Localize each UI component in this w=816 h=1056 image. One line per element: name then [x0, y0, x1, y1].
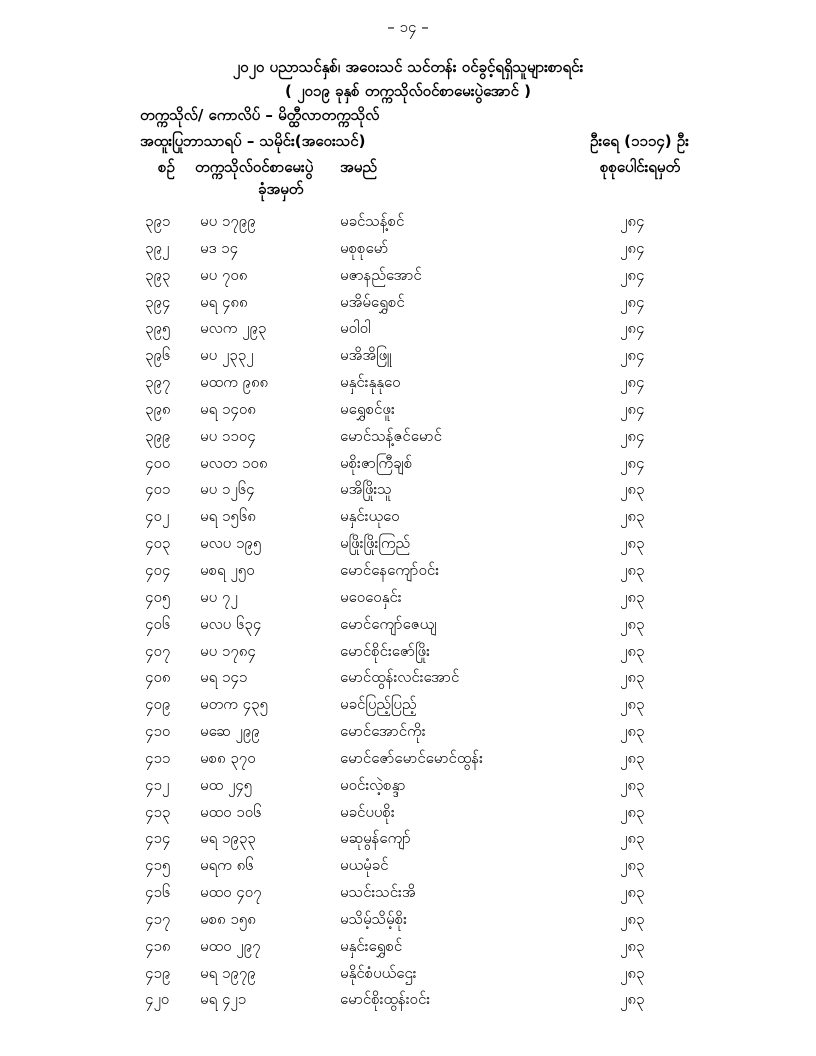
table-row — [0, 346, 816, 373]
row-serial: ၄၁၇ — [145, 909, 171, 928]
table-row — [0, 266, 816, 293]
total-count: ဦးရေ (၁၁၁၄) ဦး — [590, 132, 689, 150]
row-roll-number: မစ၈ ၁၅၈ — [200, 909, 256, 928]
row-name: မဝါဝါ — [340, 319, 371, 338]
row-roll-number: မပ ၁၇၉၉ — [200, 212, 256, 230]
row-total-mark: ၂၈၃ — [620, 668, 645, 687]
table-row — [0, 239, 816, 266]
table-row — [0, 642, 816, 669]
table-row — [0, 212, 816, 239]
row-serial: ၄၁၄ — [145, 829, 171, 848]
table-row — [0, 776, 816, 803]
row-serial: ၄၀၃ — [145, 534, 171, 553]
row-serial: ၄၁၆ — [145, 883, 171, 902]
row-roll-number: မပ ၇၀၈ — [200, 265, 248, 284]
row-name: မရွှေစင်ဖူး — [340, 399, 395, 418]
row-roll-number: မလတ ၁၀၈ — [200, 453, 268, 472]
row-name: မနိုင်စံပယ်ဌေး — [340, 963, 417, 982]
table-row — [0, 373, 816, 400]
row-name: မောင်စိုင်းဇော်ဖြိုး — [340, 641, 430, 660]
row-total-mark: ၂၈၃ — [620, 856, 645, 875]
row-roll-number: မစ၈ ၃၇၀ — [200, 748, 256, 767]
row-roll-number: မလပ ၁၉၅ — [200, 534, 262, 553]
row-serial: ၃၉၁ — [145, 212, 171, 230]
row-roll-number: မထဝ ၄၀၇ — [200, 883, 262, 902]
row-name: မစိုးဇာကြီချစ် — [340, 453, 413, 472]
row-serial: ၃၉၈ — [145, 399, 171, 418]
table-row — [0, 695, 816, 722]
row-total-mark: ၂၈၄ — [620, 292, 645, 311]
row-name: မဖြိုးဖြိုးကြည် — [340, 534, 411, 553]
row-roll-number: မရက ၈၆ — [200, 856, 254, 875]
row-serial: ၄၀၂ — [145, 507, 170, 526]
document-subtitle: ( ၂၀၁၉ ခုနှစ် တက္ကသိုလ်ဝင်စာမေးပွဲအောင် ) — [285, 82, 531, 100]
row-name: မောင်အောင်ကိုး — [340, 722, 426, 741]
table-row — [0, 427, 816, 454]
row-roll-number: မလက ၂၉၃ — [200, 319, 267, 338]
row-serial: ၃၉၂ — [145, 238, 170, 257]
row-roll-number: မပ ၁၇၈၄ — [200, 641, 256, 660]
row-total-mark: ၂၈၃ — [620, 722, 645, 741]
table-row — [0, 400, 816, 427]
row-total-mark: ၂၈၃ — [620, 560, 645, 579]
row-roll-number: မရ ၁၄၀၈ — [200, 399, 256, 418]
page-number: – ၁၄ – — [387, 18, 429, 36]
row-serial: ၄၀၅ — [145, 587, 171, 606]
row-total-mark: ၂၈၃ — [620, 829, 645, 848]
table-row — [0, 749, 816, 776]
row-name: မယမုံခင် — [340, 856, 389, 875]
row-total-mark: ၂၈၃ — [620, 480, 645, 499]
row-name: မဇာနည်အောင် — [340, 265, 422, 284]
row-roll-number: မထ ၂၄၅ — [200, 775, 253, 794]
header-roll-number: တက္ကသိုလ်ဝင်စာမေးပွဲ — [195, 158, 314, 176]
row-name: မအိဖြိုးသူ — [340, 480, 392, 499]
row-name: မသိမ့်သိမ့်စိုး — [340, 909, 407, 928]
table-row — [0, 588, 816, 615]
row-serial: ၄၂၀ — [145, 990, 170, 1009]
row-serial: ၄၁၉ — [145, 963, 171, 982]
header-total-mark: စုစုပေါင်းရမှတ် — [600, 158, 681, 176]
table-row — [0, 319, 816, 346]
document-title: ၂၀၂၀ ပညာသင်နှစ်၊ အဝေးသင် သင်တန်း ဝင်ခွင့်ရရှိသူများစာရင်း — [232, 58, 584, 76]
row-total-mark: ၂၈၃ — [620, 534, 645, 553]
row-name: မသင်းသင်းအိ — [340, 883, 416, 902]
row-total-mark: ၂၈၄ — [620, 238, 645, 257]
row-roll-number: မထဝ ၂၉၇ — [200, 936, 261, 955]
row-name: မအိအိဖြူ — [340, 346, 392, 365]
row-name: မအိမ်ရွှေစင် — [340, 292, 405, 311]
row-serial: ၄၁၈ — [145, 936, 171, 955]
subject-line: အထူးပြုဘာသာရပ် – သမိုင်း(အဝေးသင်) — [140, 132, 366, 150]
row-roll-number: မပ ၂၃၃၂ — [200, 346, 254, 365]
row-roll-number: မရ ၁၅၆၈ — [200, 507, 256, 526]
row-name: မခင်ပပစိုး — [340, 802, 395, 821]
table-row — [0, 990, 816, 1017]
row-total-mark: ၂၈၃ — [620, 748, 645, 767]
row-total-mark: ၂၈၃ — [620, 587, 645, 606]
row-roll-number: မလပ ၆၃၄ — [200, 614, 262, 633]
row-roll-number: မထဝ ၁၀၆ — [200, 802, 262, 821]
table-row — [0, 561, 816, 588]
row-serial: ၄၁၀ — [145, 722, 171, 741]
row-total-mark: ၂၈၃ — [620, 775, 645, 794]
row-total-mark: ၂၈၄ — [620, 399, 645, 418]
row-total-mark: ၂၈၄ — [620, 265, 645, 284]
row-serial: ၃၉၇ — [145, 373, 171, 392]
row-roll-number: မထက ၉၈၈ — [200, 373, 269, 392]
row-serial: ၃၉၆ — [145, 346, 171, 365]
row-name: မခင်သန့်စင် — [340, 212, 405, 230]
row-total-mark: ၂၈၄ — [620, 373, 645, 392]
university-line: တက္ကသိုလ်/ ကောလိပ် – မိတ္ထီလာတက္ကသိုလ် — [140, 106, 380, 124]
table-row — [0, 856, 816, 883]
table-row — [0, 829, 816, 856]
row-serial: ၃၉၉ — [145, 426, 171, 445]
row-total-mark: ၂၈၃ — [620, 936, 645, 955]
table-row — [0, 803, 816, 830]
row-serial: ၃၉၄ — [145, 292, 171, 311]
row-name: မစုစုမော် — [340, 238, 389, 257]
row-total-mark: ၂၈၄ — [620, 453, 645, 472]
table-row — [0, 937, 816, 964]
row-total-mark: ၂၈၄ — [620, 319, 645, 338]
row-total-mark: ၂၈၃ — [620, 883, 645, 902]
row-name: မနှင်းယုဝေ — [340, 507, 400, 526]
row-name: မနှင်းရွှေစင် — [340, 936, 403, 955]
row-roll-number: မပ ၇၂ — [200, 587, 238, 606]
header-name: အမည် — [340, 158, 377, 176]
row-total-mark: ၂၈၃ — [620, 802, 645, 821]
row-name: မဝေဝေနှင်း — [340, 587, 402, 606]
row-roll-number: မရ ၁၉၃၃ — [200, 829, 256, 848]
row-serial: ၃၉၃ — [145, 265, 171, 284]
header-serial: စဉ် — [158, 158, 175, 176]
row-name: မောင်ထွန်းလင်းအောင် — [340, 668, 460, 687]
row-serial: ၃၉၅ — [145, 319, 171, 338]
header-roll-number-line-2: ခုံအမှတ် — [258, 180, 304, 198]
table-row — [0, 454, 816, 481]
row-roll-number: မရ ၄၂၁ — [200, 990, 247, 1009]
table-row — [0, 534, 816, 561]
row-serial: ၄၁၂ — [145, 775, 170, 794]
table-row — [0, 615, 816, 642]
row-serial: ၄၀၁ — [145, 480, 171, 499]
row-serial: ၄၀၀ — [145, 453, 171, 472]
row-serial: ၄၀၆ — [145, 614, 171, 633]
row-name: မနှင်းနုနုဝေ — [340, 373, 401, 392]
table-row — [0, 668, 816, 695]
row-roll-number: မဒ ၁၄ — [200, 238, 239, 257]
row-total-mark: ၂၈၃ — [620, 909, 645, 928]
table-row — [0, 293, 816, 320]
row-name: မဆုမွန်ကျော် — [340, 829, 411, 848]
row-total-mark: ၂၈၄ — [620, 212, 645, 230]
row-total-mark: ၂၈၄ — [620, 426, 645, 445]
row-name: မောင်ကျော်ဇေယျ — [340, 614, 437, 633]
table-row — [0, 883, 816, 910]
row-name: မောင်ဇော်မောင်မောင်ထွန်း — [340, 748, 483, 767]
table-row — [0, 722, 816, 749]
row-roll-number: မတက ၄၃၅ — [200, 695, 268, 714]
row-roll-number: မဆေ ၂၉၉ — [200, 722, 260, 741]
row-total-mark: ၂၈၃ — [620, 507, 645, 526]
row-roll-number: မစရ ၂၅၀ — [200, 560, 255, 579]
table-row — [0, 910, 816, 937]
row-total-mark: ၂၈၃ — [620, 641, 645, 660]
row-name: မောင်နေကျော်ဝင်း — [340, 560, 440, 579]
table-row — [0, 507, 816, 534]
row-total-mark: ၂၈၄ — [620, 346, 645, 365]
row-roll-number: မပ ၁၁၀၄ — [200, 426, 256, 445]
row-serial: ၄၀၇ — [145, 641, 171, 660]
row-serial: ၄၁၅ — [145, 856, 171, 875]
row-name: မဝင်းလဲ့စန္ဒာ — [340, 775, 406, 794]
row-name: မောင်သန့်ဇင်မောင် — [340, 426, 442, 445]
row-name: မောင်စိုးထွန်းဝင်း — [340, 990, 431, 1009]
row-serial: ၄၁၃ — [145, 802, 171, 821]
row-serial: ၄၀၄ — [145, 560, 171, 579]
row-serial: ၄၀၈ — [145, 668, 171, 687]
table-row — [0, 480, 816, 507]
row-serial: ၄၁၁ — [145, 748, 171, 767]
row-serial: ၄၀၉ — [145, 695, 171, 714]
row-total-mark: ၂၈၃ — [620, 695, 645, 714]
row-name: မခင်ပြည့်ပြည့် — [340, 695, 417, 714]
row-roll-number: မရ ၁၉၇၉ — [200, 963, 256, 982]
row-roll-number: မရ ၄၈၈ — [200, 292, 248, 311]
results-table — [0, 212, 816, 1017]
row-total-mark: ၂၈၃ — [620, 614, 645, 633]
row-roll-number: မပ ၁၂၆၄ — [200, 480, 255, 499]
row-total-mark: ၂၈၃ — [620, 963, 645, 982]
row-roll-number: မရ ၁၄၁ — [200, 668, 248, 687]
table-row — [0, 964, 816, 991]
row-total-mark: ၂၈၃ — [620, 990, 645, 1009]
